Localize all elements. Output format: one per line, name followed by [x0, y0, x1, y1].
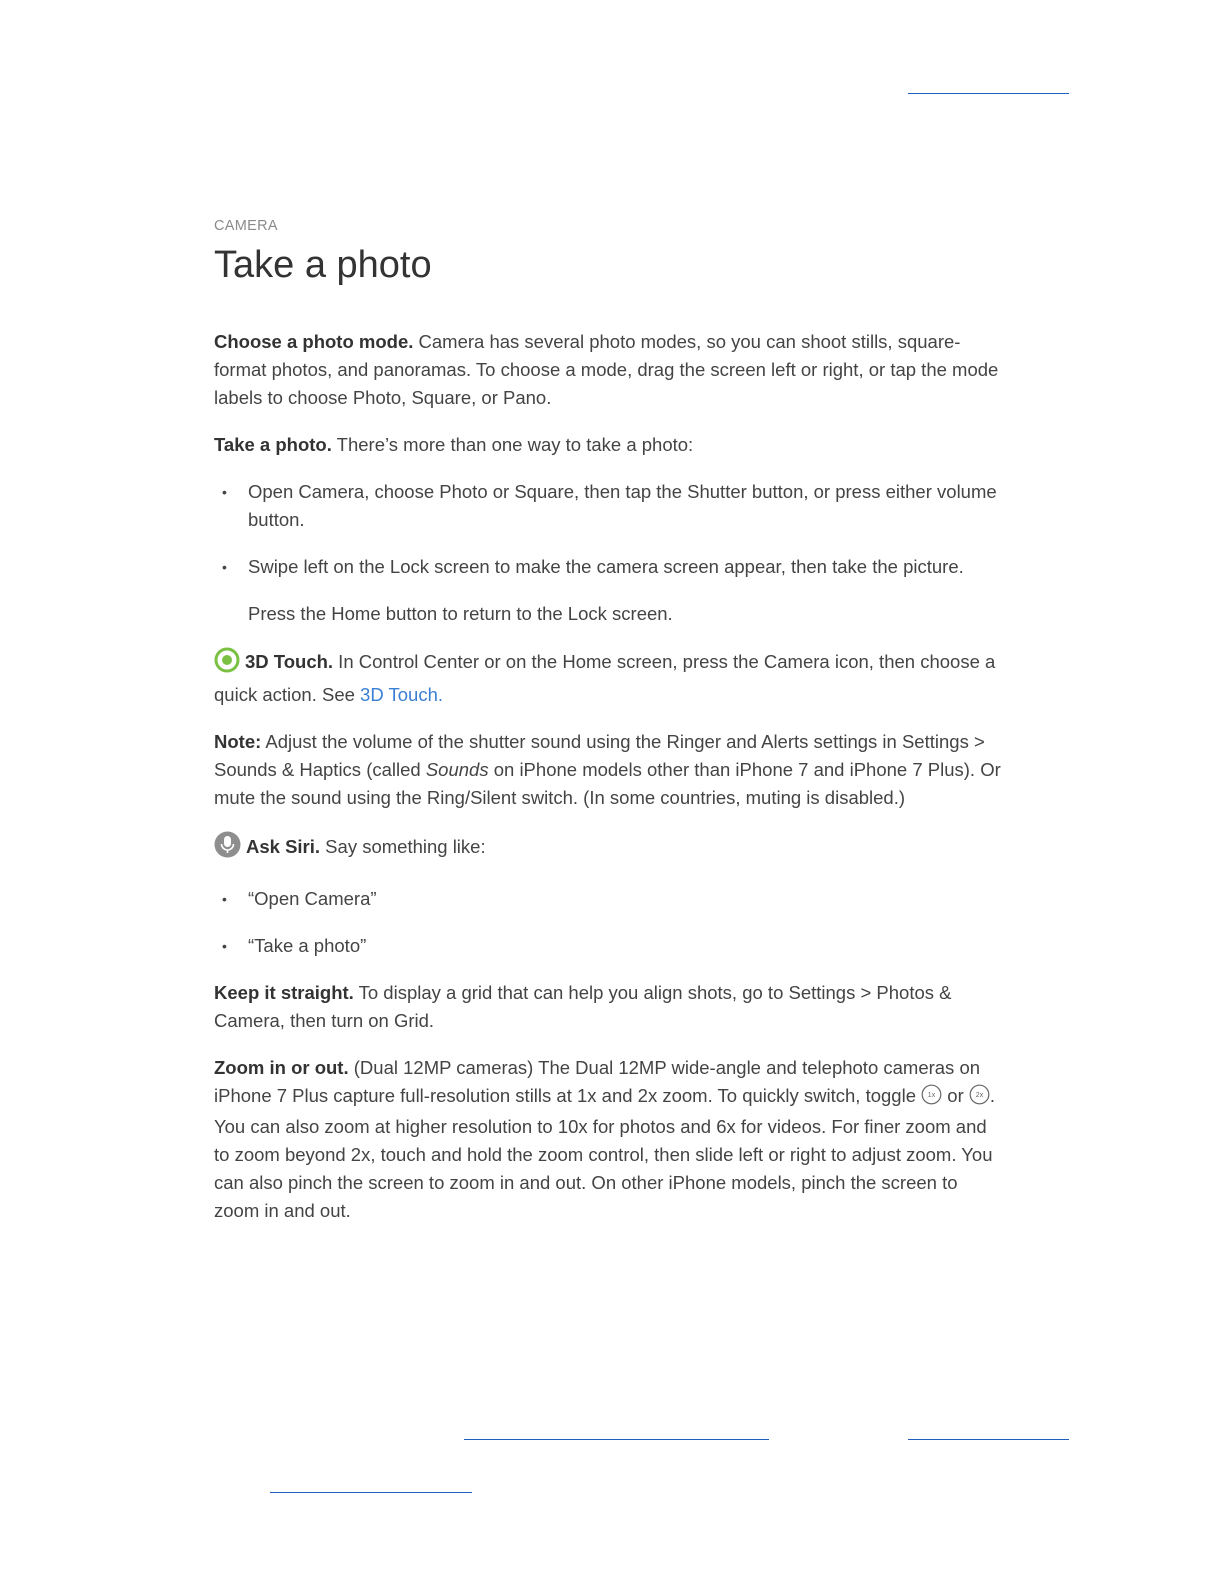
- paragraph-zoom: [214, 1054, 1004, 1225]
- text-zoom-or: or: [942, 1085, 969, 1106]
- take-photo-list: [214, 478, 1004, 581]
- list-item-text: Open Camera, choose Photo or Square, then tap the Shutter button, or press either volume button.: [248, 481, 997, 530]
- paragraph-note: [214, 728, 1004, 812]
- footer-rule-left: [270, 1492, 472, 1493]
- text-grid: To display a grid that can help you align shots, go to Settings > Photos & Camera, then turn on Grid.: [214, 982, 952, 1031]
- lead-note: Note:: [214, 731, 262, 752]
- list-item: [214, 553, 1004, 581]
- lead-3d-touch: 3D Touch.: [245, 651, 334, 672]
- list-item-text: “Take a photo”: [248, 935, 367, 956]
- 3d-touch-link-end: .: [437, 684, 443, 705]
- list-item-text: Swipe left on the Lock screen to make the camera screen appear, then take the picture.: [248, 556, 964, 577]
- header-rule: [908, 93, 1069, 94]
- text-zoom-2: . You can also zoom at higher resolution to 10x for photos and 6x for videos. For finer zoom and to zoom beyond 2x, touch and hold the zoom control, then slide left or right to adjust zoom. You can also pinch the screen to zoom in and out. On other iPhone models, pinch the screen to zoom in and out.: [214, 1085, 996, 1221]
- text-siri: Say something like:: [320, 836, 486, 857]
- lock-screen-note: Press the Home button to return to the Lock screen.: [248, 603, 673, 624]
- siri-list: [214, 885, 1004, 960]
- footer-rule-middle: [464, 1439, 769, 1440]
- text-note-2: on iPhone models other than iPhone 7 and iPhone 7 Plus). Or mute the sound using the Ring/Silent switch. (In some countries, muting is disabled.): [214, 759, 1001, 808]
- 3d-touch-icon: [214, 647, 240, 681]
- svg-text:1x: 1x: [927, 1092, 936, 1100]
- text-3d-touch: In Control Center or on the Home screen, press the Camera icon, then choose a quick action. See: [214, 651, 996, 705]
- lead-photo-mode: Choose a photo mode.: [214, 331, 414, 352]
- paragraph-grid: [214, 979, 1004, 1035]
- list-item: [214, 932, 1004, 960]
- paragraph-take-photo: [214, 431, 1004, 459]
- svg-text:2x: 2x: [975, 1092, 984, 1100]
- page-title: Take a photo: [214, 244, 432, 286]
- article: [214, 216, 1004, 1225]
- text-zoom-1: (Dual 12MP cameras) The Dual 12MP wide-angle and telephoto cameras on iPhone 7 Plus capture full-resolution stills at 1x and 2x zoom. To quickly switch, toggle: [214, 1057, 981, 1106]
- paragraph-photo-mode: [214, 328, 1004, 412]
- lead-grid: Keep it straight.: [214, 982, 354, 1003]
- 3d-touch-link[interactable]: 3D Touch: [360, 684, 438, 705]
- text-note-italic: Sounds: [425, 759, 489, 780]
- list-item: [214, 478, 1004, 534]
- text-take-photo: There’s more than one way to take a photo:: [331, 434, 694, 455]
- bullet-mark: •: [222, 559, 227, 575]
- list-item: [214, 885, 1004, 913]
- lead-siri: Ask Siri.: [246, 836, 321, 857]
- siri-microphone-icon: [214, 831, 241, 866]
- zoom-2x-icon: [969, 1084, 990, 1113]
- footer-rule-right: [908, 1439, 1069, 1440]
- bullet-mark: •: [222, 891, 227, 907]
- text-photo-mode: Camera has several photo modes, so you can shoot stills, square-format photos, and panoramas. To choose a mode, drag the screen left or right, or tap the mode labels to choose Photo, Square, or Pano.: [214, 331, 999, 408]
- zoom-1x-icon: [921, 1084, 942, 1113]
- text-note-1: Adjust the volume of the shutter sound using the Ringer and Alerts settings in Settings > Sounds & Haptics (called: [214, 731, 985, 780]
- lead-take-photo: Take a photo.: [214, 434, 332, 455]
- paragraph-siri: [214, 831, 1004, 866]
- section-label: CAMERA: [214, 218, 278, 234]
- lead-zoom: Zoom in or out.: [214, 1057, 349, 1078]
- paragraph-3d-touch: [214, 647, 1004, 709]
- list-item-text: “Open Camera”: [248, 888, 377, 909]
- bullet-mark: •: [222, 938, 227, 954]
- bullet-mark: •: [222, 484, 227, 500]
